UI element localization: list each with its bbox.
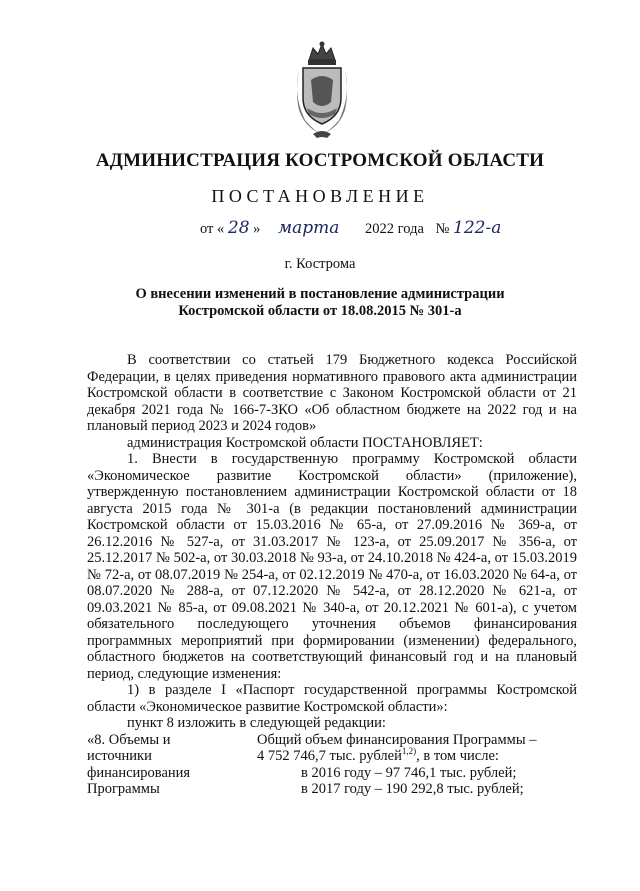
date-line [200,218,501,238]
title-line-2: Костромской области от 18.08.2015 № 301-а [178,303,462,319]
funding-total-value-line [257,748,577,765]
paragraph-preamble: В соответствии со статьей 179 Бюджетного кодекса Российской Федерации, в целях приведения нормативного правового акта администрации Костромской области в соответствие с Законом Костромской области от 21 декабря 2021 года № 166-7-ЗКО «Об областном бюджете на 2022 год и на плановый период 2023 и 2024 годов» [87,352,577,434]
funding-total-line: Общий объем финансирования Программы – [257,731,537,748]
paragraph-item-1: 1. Внести в государственную программу Костромской области «Экономическое развитие Костромской области» (приложение), утвержденную постановлением администрации Костромской области от 18 августа 2015 года № 301-а (в редакции постановлений администрации Костромской области от 15.03.2016 № 65-а, от 27.09.2016 № 369-а, от 26.12.2016 № 527-а, от 31.03.2017 № 123-а, от 25.09.2017 № 356-а, от 25.12.2017 № 502-а, от 30.03.2018 № 93-а, от 24.10.2018 № 424-а, от 15.03.2019 № 72-а, от 08.07.2019 № 254-а, от 02.12.2019 № 470-а, от 16.03.2020 № 64-а, от 08.07.2020 № 288-а, от 07.12.2020 № 542-а, от 28.12.2020 № 621-а, от 09.03.2021 № 85-а, от 09.08.2021 № 340-а, от 20.12.2021 № 601-а), с учетом обязательного последующего уточнения объемов финансирования программных мероприятий при формировании (изменении) федерального, областного бюджетов на соответствующий финансовый год и на плановый период, следующие изменения: [87,451,577,682]
table-left-line: источники [87,748,152,764]
date-year: 2022 года [365,221,424,237]
funding-total-suffix: , в том числе: [416,748,499,764]
paragraph-point-8: пункт 8 изложить в следующей редакции: [127,715,386,731]
passport-table [87,732,577,798]
funding-year-2017: в 2017 году – 190 292,8 тыс. рублей; [301,781,524,797]
number-prefix: № [435,221,450,237]
document-title [0,286,640,320]
table-right-column [257,732,577,798]
funding-year-2016: в 2016 году – 97 746,1 тыс. рублей; [301,764,517,781]
document-body [87,352,577,798]
funding-footnote-ref: 1,2) [401,746,417,757]
paragraph-resolves: администрация Костромской области ПОСТАНОВЛЯЕТ: [127,434,483,451]
table-left-line: Программы [87,781,160,797]
document-type: ПОСТАНОВЛЕНИЕ [211,186,429,206]
date-day: 28 [227,218,250,238]
table-left-column [87,732,257,798]
coat-of-arms-emblem [291,40,353,140]
organization-name: АДМИНИСТРАЦИЯ КОСТРОМСКОЙ ОБЛАСТИ [95,150,545,171]
city: г. Кострома [284,256,356,272]
table-left-line: финансирования [87,764,191,781]
funding-total-value: 4 752 746,7 тыс. рублей [257,748,402,764]
table-left-line: «8. Объемы и [87,731,171,748]
date-prefix: от « [200,221,225,237]
date-mid: » [253,221,261,237]
paragraph-subitem-1: 1) в разделе I «Паспорт государственной программы Костромской области «Экономическое развитие Костромской области»: [87,682,577,715]
document-number: 122-а [453,218,502,238]
date-month: марта [278,218,340,238]
title-line-1: О внесении изменений в постановление администрации [135,286,505,302]
